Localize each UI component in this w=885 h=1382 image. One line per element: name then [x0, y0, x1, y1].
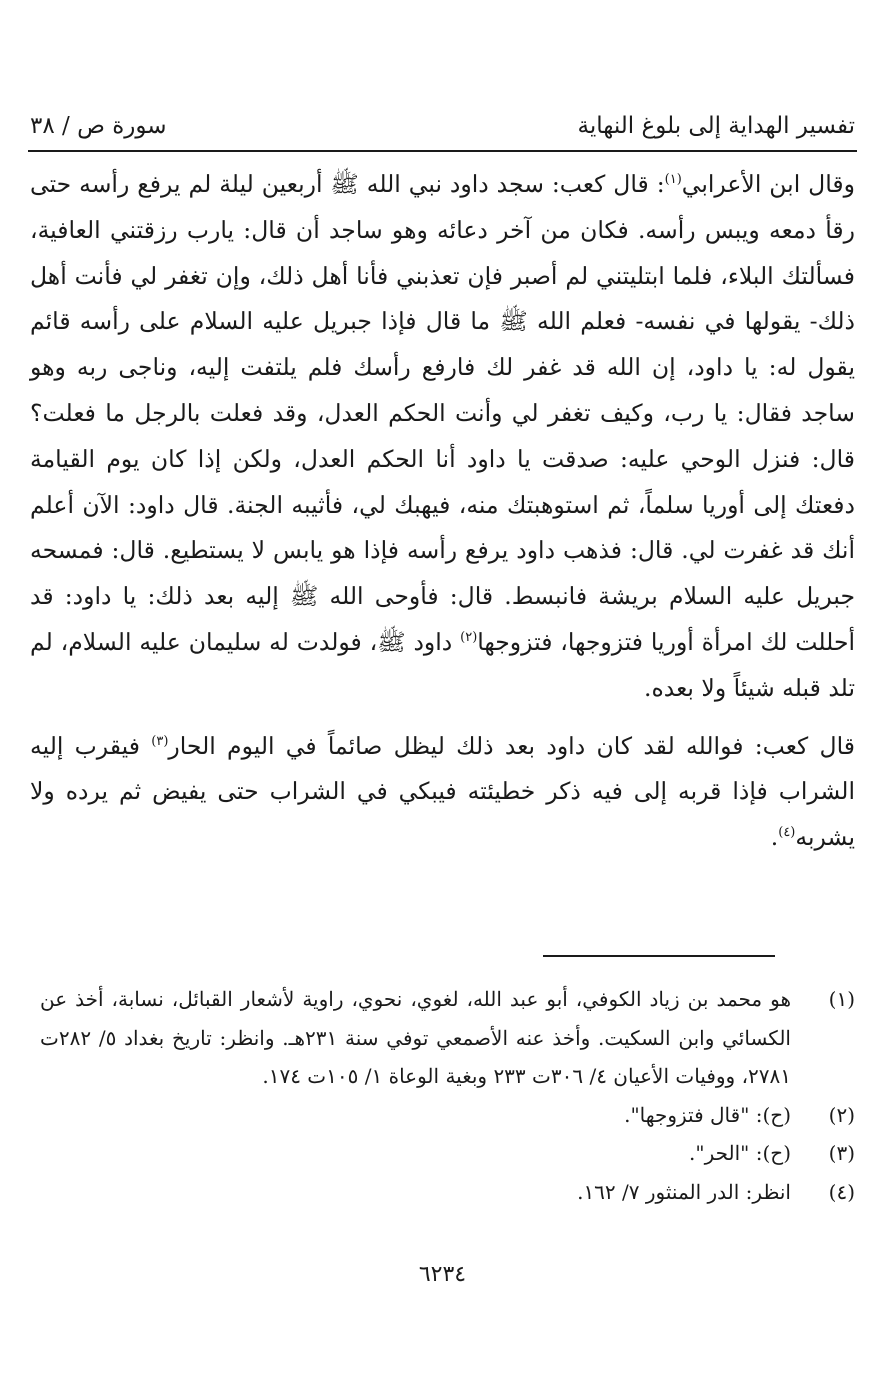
paragraph-1-text-b: : قال كعب: سجد داود نبي الله ﷺ أربعين ليلة لم يرفع رأسه حتى رقأ دمعه ويبس رأسه. فكان من آخر دعائه وهو ساجد أن قال: يارب رزقتني العافية، فسألتك البلاء، فلما ابتليتني لم أصبر فإن تعذبني فأنا أهل ذلك، وإن تغفر لي فأنت أهل ذلك- يقولها في نفسه- فعلم الله ﷺ ما قال فإذا جبريل عليه السلام على رأسه قائم يقول له: يا داود، إن الله قد غفر لك فارفع رأسك فلم يلتفت إليه، وناجى ربه وهو ساجد فقال: يا رب، وكيف تغفر لي وأنت الحكم العدل، وقد فعلت بالرجل ما فعلت؟ قال: فنزل الوحي عليه: صدقت يا داود أنا الحكم العدل، ولكن إذا كان يوم القيامة دفعتك إلى أوريا سلماً، ثم استوهبتك منه، فيهبك لي، فأثيبه الجنة. قال داود: الآن أعلم أنك قد غفرت لي. قال: فذهب داود يرفع رأسه فإذا هو يابس لا يستطيع. قال: فمسحه جبريل عليه السلام بريشة فانبسط. قال: فأوحى الله ﷺ إليه بعد ذلك: يا داود: قد أحللت لك امرأة أوريا فتزوجها، فتزوجها [30, 170, 855, 656]
surah-reference: سورة ص / ٣٨ [30, 113, 167, 139]
footnote-number: (٣) [828, 1141, 855, 1165]
footnote-2 [40, 1096, 855, 1135]
header-rule [28, 150, 857, 152]
footnote-text: هو محمد بن زياد الكوفي، أبو عبد الله، لغوي، نحوي، راوية لأشعار القبائل، نسابة، أخذ عن الكسائي وابن السكيت. وأخذ عنه الأصمعي توفي سنة ٢٣١هـ. وانظر: تاريخ بغداد ٥/ ٢٨٢ت ٢٧٨١، ووفيات الأعيان ٤/ ٣٠٦ت ٢٣٣ وبغية الوعاة ١/ ١٠٥ت ١٧٤. [40, 987, 791, 1088]
footnote-number: (١) [828, 987, 855, 1011]
paragraph-2 [30, 724, 855, 861]
book-title: تفسير الهداية إلى بلوغ النهاية [577, 113, 855, 139]
footnote-4 [40, 1173, 855, 1212]
footnote-ref-2: (٢) [460, 630, 478, 646]
paragraph-1 [30, 162, 855, 712]
footnote-3 [40, 1134, 855, 1173]
footnote-number: (٤) [828, 1179, 855, 1204]
footnote-text: (ح): "قال فتزوجها". [624, 1102, 791, 1127]
page-number: ٦٢٣٤ [418, 1262, 467, 1287]
footnote-text: (ح): "الحر". [689, 1141, 791, 1165]
paragraph-2-text-a: قال كعب: فوالله لقد كان داود بعد ذلك ليظل صائماً في اليوم الحار [168, 731, 855, 760]
footnote-1 [40, 980, 855, 1096]
paragraph-2-text-b: فيقرب إليه الشراب فإذا قربه إلى فيه ذكر خطيئته فيبكي في الشراب حتى يفيض ثم يرده ولا يشربه [30, 731, 855, 852]
running-header [30, 108, 855, 144]
main-text [30, 162, 855, 861]
paragraph-1-text-c: داود ﷺ، فولدت له سليمان عليه السلام، لم تلد قبله شيئاً ولا بعده. [30, 627, 855, 702]
footnotes [40, 980, 855, 1211]
footnote-text: انظر: الدر المنثور ٧/ ١٦٢. [577, 1179, 791, 1204]
footnote-ref-3: (٣) [151, 733, 169, 749]
footnote-ref-1: (١) [664, 172, 682, 188]
paragraph-1-text-a: وقال ابن الأعرابي [681, 170, 856, 198]
footnote-ref-4: (٤) [778, 825, 796, 841]
paragraph-2-text-c: . [770, 823, 779, 852]
footnote-separator [543, 955, 775, 957]
footnote-number: (٢) [828, 1102, 855, 1127]
